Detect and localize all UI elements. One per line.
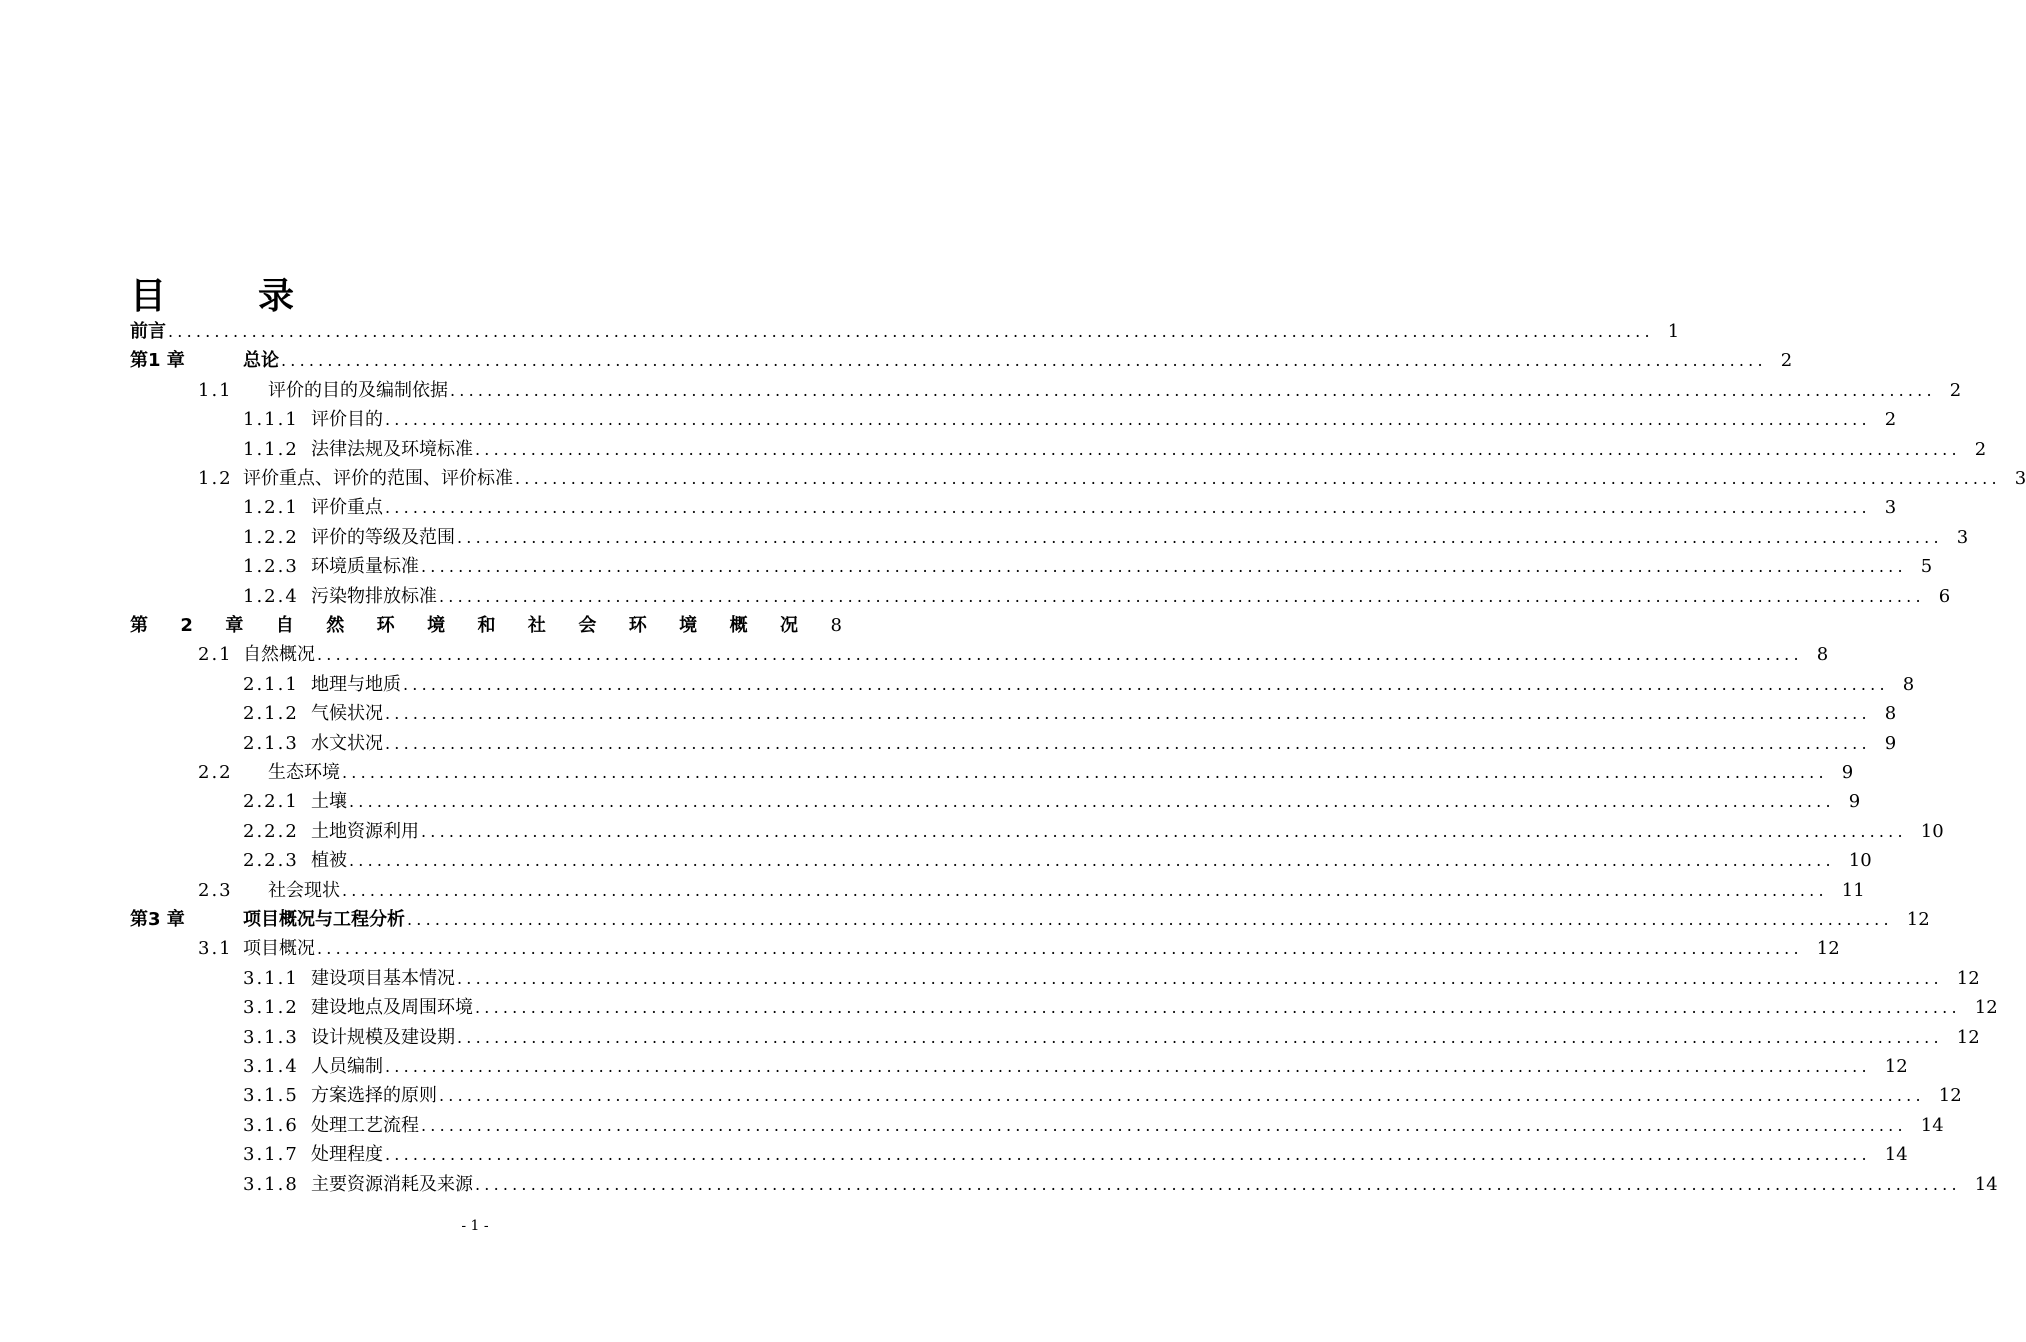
toc-section-row[interactable] xyxy=(198,465,2026,493)
toc-chapter-row[interactable] xyxy=(130,318,1680,346)
toc-page-number: 14 xyxy=(1920,1114,1944,1136)
toc-section-row[interactable] xyxy=(198,641,1829,669)
toc-section-row[interactable] xyxy=(198,377,1962,405)
toc-entry-label xyxy=(243,583,437,611)
toc-entry-label xyxy=(243,553,419,581)
toc-entry-label xyxy=(243,671,401,699)
toc-entry-text: 主要资源消耗及来源 xyxy=(311,1173,473,1195)
toc-entry-text: 生态环境 xyxy=(268,762,340,783)
toc-entry-number: 第3 章 xyxy=(130,909,185,930)
toc-dot-leader: ................................................................................................................................................................ xyxy=(281,351,1767,371)
toc-subsection-row[interactable] xyxy=(243,847,1872,875)
toc-dot-leader: ................................................................................................................................................................ xyxy=(385,1145,1871,1165)
toc-title-left: 目 xyxy=(130,276,167,317)
toc-page-number: 12 xyxy=(1906,909,1930,930)
toc-entry-label xyxy=(198,759,340,787)
toc-subsection-row[interactable] xyxy=(243,1024,1980,1052)
toc-entry-label xyxy=(243,1112,419,1140)
toc-dot-leader: ................................................................................................................................................................ xyxy=(421,821,1907,841)
toc-entry-label xyxy=(243,847,347,875)
toc-subsection-row[interactable] xyxy=(243,994,1998,1022)
toc-page-number: 14 xyxy=(1884,1144,1908,1166)
toc-entry-text: 设计规模及建设期 xyxy=(311,1026,455,1048)
toc-entry-number: 2.2 xyxy=(198,762,233,783)
toc-entry-text: 评价重点、评价的范围、评价标准 xyxy=(243,468,513,489)
toc-subsection-row[interactable] xyxy=(243,494,1897,522)
toc-entry-number: 3.1.5 xyxy=(243,1085,299,1107)
toc-title-right: 录 xyxy=(258,276,295,317)
toc-chapter-char: 环 xyxy=(628,615,647,636)
toc-chapter-char: 境 xyxy=(679,615,698,636)
toc-dot-leader: ................................................................................................................................................................ xyxy=(475,1174,1961,1194)
toc-entry-number: 3.1.7 xyxy=(243,1144,299,1166)
toc-chapter-char: 环 xyxy=(376,615,395,636)
toc-entry-label xyxy=(198,877,340,905)
toc-entry-number: 1.2.3 xyxy=(243,556,299,578)
toc-dot-leader: ................................................................................................................................................................ xyxy=(403,674,1889,694)
toc-entry-label xyxy=(243,524,455,552)
toc-page-number: 8 xyxy=(1884,703,1897,725)
toc-entry-text: 社会现状 xyxy=(268,879,340,901)
toc-page-number: 2 xyxy=(1780,350,1793,372)
toc-entry-text: 法律法规及环境标准 xyxy=(311,438,473,460)
toc-entry-label xyxy=(243,700,383,728)
toc-chapter-row[interactable] xyxy=(130,347,1793,375)
toc-entry-text: 前言 xyxy=(130,321,166,342)
toc-entry-number: 2.1.3 xyxy=(243,732,299,754)
toc-entry-label xyxy=(243,406,383,434)
toc-dot-leader: ................................................................................................................................................................ xyxy=(515,469,2001,488)
toc-chapter-char: 况 xyxy=(780,615,799,636)
toc-dot-leader: ................................................................................................................................................................ xyxy=(349,792,1835,812)
toc-entry-label xyxy=(243,436,473,464)
toc-entry-text: 植被 xyxy=(311,850,347,872)
toc-entry-text: 项目概况与工程分析 xyxy=(243,909,405,930)
toc-title xyxy=(130,268,294,319)
toc-subsection-row[interactable] xyxy=(243,1141,1908,1169)
toc-entry-label xyxy=(198,935,315,963)
toc-dot-leader: ................................................................................................................................................................ xyxy=(385,410,1871,430)
toc-entry-label xyxy=(243,1171,473,1199)
toc-entry-label xyxy=(243,1082,437,1110)
toc-dot-leader: ................................................................................................................................................................ xyxy=(439,1086,1925,1106)
toc-entry-text: 土地资源利用 xyxy=(311,820,419,842)
toc-page-number: 3 xyxy=(1956,526,1969,548)
toc-section-row[interactable] xyxy=(198,877,1865,905)
toc-page-number: 12 xyxy=(1956,1026,1980,1048)
toc-subsection-row[interactable] xyxy=(243,1112,1944,1140)
toc-page-number: 12 xyxy=(1884,1056,1908,1077)
toc-page-number: 2 xyxy=(1884,409,1897,431)
toc-entry-text: 污染物排放标准 xyxy=(311,585,437,607)
page-footer: - 1 - xyxy=(461,1218,489,1234)
toc-dot-leader: ................................................................................................................................................................ xyxy=(421,1115,1907,1135)
toc-dot-leader: ................................................................................................................................................................ xyxy=(168,322,1654,341)
toc-entry-number: 3.1.2 xyxy=(243,997,299,1019)
toc-dot-leader: ................................................................................................................................................................ xyxy=(421,557,1907,577)
toc-entry-number: 2.1.1 xyxy=(243,673,299,695)
toc-entry-number: 3.1 xyxy=(198,938,233,960)
toc-page-number: 12 xyxy=(1956,967,1980,989)
toc-chapter-char: 概 xyxy=(729,615,748,636)
toc-page-number: 5 xyxy=(1920,556,1933,578)
toc-dot-leader: ................................................................................................................................................................ xyxy=(457,968,1943,988)
toc-entry-text: 评价重点 xyxy=(311,497,383,519)
toc-dot-leader: ................................................................................................................................................................ xyxy=(385,498,1871,518)
toc-dot-leader: ................................................................................................................................................................ xyxy=(342,880,1828,900)
toc-entry-label xyxy=(243,1053,383,1081)
toc-chapter-char: 自 xyxy=(275,615,294,636)
toc-entry-text: 总论 xyxy=(243,350,279,372)
toc-dot-leader: ................................................................................................................................................................ xyxy=(317,645,1803,665)
toc-entry-label xyxy=(243,730,383,758)
toc-entry-label xyxy=(130,318,166,346)
toc-entry-number: 1.2.4 xyxy=(243,585,299,607)
toc-subsection-row[interactable] xyxy=(243,788,1861,816)
toc-dot-leader: ................................................................................................................................................................ xyxy=(317,939,1803,959)
toc-entry-text: 处理程度 xyxy=(311,1144,383,1166)
toc-page-number: 3 xyxy=(1884,497,1897,519)
toc-entry-number: 3.1.3 xyxy=(243,1026,299,1048)
toc-entry-number: 1.2.1 xyxy=(243,497,299,519)
toc-page-number: 9 xyxy=(1841,762,1854,783)
toc-subsection-row[interactable] xyxy=(243,406,1897,434)
toc-entry-number: 2.2.1 xyxy=(243,791,299,813)
toc-entry-number: 3.1.8 xyxy=(243,1173,299,1195)
toc-entry-text: 评价目的 xyxy=(311,409,383,431)
toc-page-number: 1 xyxy=(1667,321,1680,342)
toc-page-number: 10 xyxy=(1920,820,1944,842)
toc-subsection-row[interactable] xyxy=(243,436,1987,464)
toc-entry-text: 项目概况 xyxy=(243,938,315,960)
toc-dot-leader: ................................................................................................................................................................ xyxy=(342,763,1828,782)
toc-dot-leader: ................................................................................................................................................................ xyxy=(457,1027,1943,1047)
toc-entry-label xyxy=(243,965,455,993)
toc-dot-leader: ................................................................................................................................................................ xyxy=(450,380,1936,400)
toc-entry-text: 处理工艺流程 xyxy=(311,1114,419,1136)
toc-page-number: 12 xyxy=(1938,1085,1962,1107)
toc-entry-text: 人员编制 xyxy=(311,1056,383,1077)
toc-chapter-char: 和 xyxy=(477,615,496,636)
toc-chapter-row[interactable] xyxy=(130,612,842,640)
toc-subsection-row[interactable] xyxy=(243,583,1951,611)
toc-entry-label xyxy=(198,465,513,493)
toc-chapter-char: 2 xyxy=(180,615,193,636)
toc-entry-number: 2.2.3 xyxy=(243,850,299,872)
toc-page-number: 8 xyxy=(1902,673,1915,695)
toc-entry-text: 气候状况 xyxy=(311,703,383,725)
toc-entry-number: 1.2.2 xyxy=(243,526,299,548)
toc-entry-number: 2.2.2 xyxy=(243,820,299,842)
toc-subsection-row[interactable] xyxy=(243,1171,1998,1199)
toc-entry-number: 2.3 xyxy=(198,879,233,901)
toc-section-row[interactable] xyxy=(198,759,1854,787)
toc-dot-leader: ................................................................................................................................................................ xyxy=(385,733,1871,753)
toc-subsection-row[interactable] xyxy=(243,1053,1908,1081)
toc-entry-label xyxy=(243,818,419,846)
toc-entry-number: 2.1 xyxy=(198,644,233,666)
toc-subsection-row[interactable] xyxy=(243,965,1980,993)
toc-chapter-char: 8 xyxy=(830,615,842,636)
toc-chapter-char: 章 xyxy=(225,615,244,636)
toc-subsection-row[interactable] xyxy=(243,818,1944,846)
toc-entry-label xyxy=(198,641,315,669)
toc-entry-text: 评价的等级及范围 xyxy=(311,526,455,548)
toc-dot-leader: ................................................................................................................................................................ xyxy=(385,1057,1871,1076)
toc-subsection-row[interactable] xyxy=(243,671,1915,699)
toc-chapter-char: 社 xyxy=(527,615,546,636)
toc-page-number: 14 xyxy=(1974,1173,1998,1195)
toc-entry-number: 1.1.1 xyxy=(243,409,299,431)
toc-entry-text: 方案选择的原则 xyxy=(311,1085,437,1107)
toc-entry-number: 3.1.6 xyxy=(243,1114,299,1136)
toc-subsection-row[interactable] xyxy=(243,730,1897,758)
toc-entry-text: 建设项目基本情况 xyxy=(311,967,455,989)
toc-entry-number: 第1 章 xyxy=(130,350,185,372)
toc-entry-text: 地理与地质 xyxy=(311,673,401,695)
toc-page-number: 9 xyxy=(1884,732,1897,754)
toc-subsection-row[interactable] xyxy=(243,524,1969,552)
toc-page-number: 12 xyxy=(1974,997,1998,1019)
toc-page-number: 2 xyxy=(1949,379,1962,401)
toc-entry-number: 2.1.2 xyxy=(243,703,299,725)
toc-dot-leader: ................................................................................................................................................................ xyxy=(349,851,1835,871)
toc-chapter-char: 会 xyxy=(578,615,597,636)
toc-page-number: 8 xyxy=(1816,644,1829,666)
toc-entry-text: 土壤 xyxy=(311,791,347,813)
toc-page-number: 6 xyxy=(1938,585,1951,607)
toc-dot-leader: ................................................................................................................................................................ xyxy=(385,704,1871,724)
toc-dot-leader: ................................................................................................................................................................ xyxy=(457,527,1943,547)
toc-dot-leader: ................................................................................................................................................................ xyxy=(475,439,1961,459)
toc-page-number: 11 xyxy=(1841,879,1865,901)
toc-entry-number: 1.1.2 xyxy=(243,438,299,460)
toc-chapter-char: 然 xyxy=(326,615,345,636)
toc-page-number: 2 xyxy=(1974,438,1987,460)
toc-chapter-char: 境 xyxy=(427,615,446,636)
toc-entry-text: 水文状况 xyxy=(311,732,383,754)
toc-entry-text: 自然概况 xyxy=(243,644,315,666)
toc-entry-number: 1.2 xyxy=(198,468,233,489)
toc-entry-number: 3.1.4 xyxy=(243,1056,299,1077)
toc-entry-label xyxy=(243,994,473,1022)
toc-chapter-row[interactable] xyxy=(130,906,1930,934)
toc-dot-leader: ................................................................................................................................................................ xyxy=(475,998,1961,1018)
toc-page-number: 9 xyxy=(1848,791,1861,813)
toc-entry-label xyxy=(198,377,448,405)
toc-entry-label xyxy=(243,1024,455,1052)
toc-page-number: 10 xyxy=(1848,850,1872,872)
toc-entry-text: 环境质量标准 xyxy=(311,556,419,578)
toc-subsection-row[interactable] xyxy=(243,553,1933,581)
toc-dot-leader: ................................................................................................................................................................ xyxy=(407,910,1893,929)
toc-entry-label xyxy=(243,494,383,522)
toc-subsection-row[interactable] xyxy=(243,700,1897,728)
toc-section-row[interactable] xyxy=(198,935,1840,963)
toc-entry-text: 评价的目的及编制依据 xyxy=(268,379,448,401)
toc-entry-text: 建设地点及周围环境 xyxy=(311,997,473,1019)
toc-subsection-row[interactable] xyxy=(243,1082,1962,1110)
toc-entry-number: 1.1 xyxy=(198,379,233,401)
toc-entry-number: 3.1.1 xyxy=(243,967,299,989)
toc-dot-leader: ................................................................................................................................................................ xyxy=(439,586,1925,606)
toc-entry-label xyxy=(243,1141,383,1169)
toc-entry-label xyxy=(130,906,405,934)
toc-chapter-char: 第 xyxy=(130,615,148,636)
toc-page-number: 12 xyxy=(1816,938,1840,960)
toc-entry-label xyxy=(243,788,347,816)
toc-entry-label xyxy=(130,347,279,375)
toc-page-number: 3 xyxy=(2014,468,2026,489)
